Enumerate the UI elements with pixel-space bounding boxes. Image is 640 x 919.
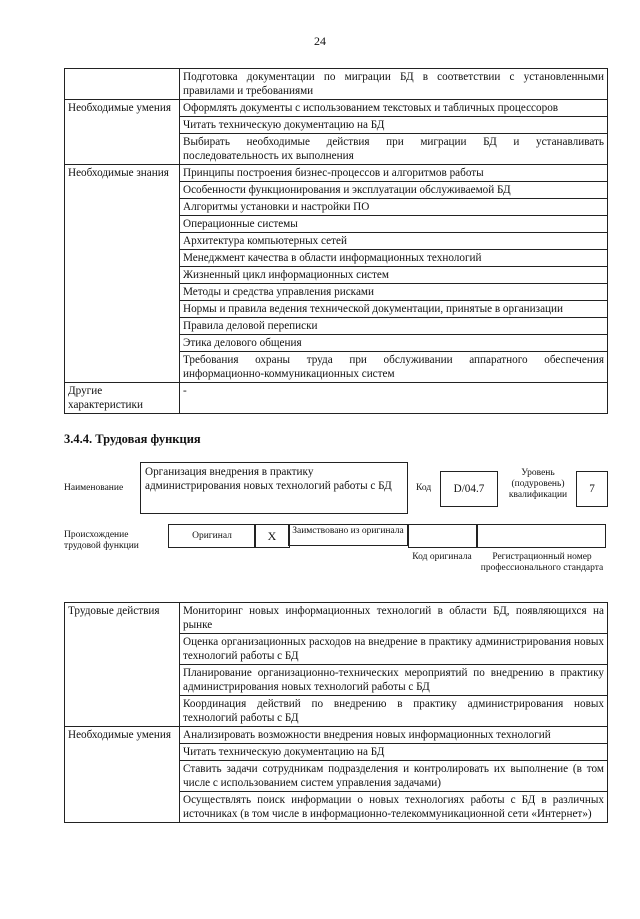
row-item: Оформлять документы с использованием текстовых и табличных процессоров xyxy=(180,100,608,117)
row-item: Подготовка документации по миграции БД в соответствии с установленными правилами и требованиями xyxy=(180,69,608,100)
original-cell xyxy=(168,524,256,548)
original-mark-cell xyxy=(254,524,290,548)
row-item: Мониторинг новых информационных технологий в области БД, появляющихся на рынке xyxy=(180,603,608,634)
row-item: - xyxy=(180,383,608,414)
table-row xyxy=(65,165,608,182)
row-label: Необходимые умения xyxy=(65,100,180,165)
row-item: Нормы и правила ведения технической документации, принятые в организации xyxy=(180,301,608,318)
row-item: Операционные системы xyxy=(180,216,608,233)
row-item: Координация действий по внедрению в практику администрирования новых технологий работы с БД xyxy=(180,696,608,727)
row-label: Необходимые умения xyxy=(65,727,180,823)
code-label: Код xyxy=(416,483,432,493)
row-item: Ставить задачи сотрудникам подразделения и контролировать их выполнение (в том числе с использованием систем управления задачами) xyxy=(180,761,608,792)
row-item: Менеджмент качества в области информационных технологий xyxy=(180,250,608,267)
row-item: Требования охраны труда при обслуживании аппаратного обеспечения информационно-коммуникационных систем xyxy=(180,352,608,383)
row-label xyxy=(65,69,180,100)
row-item: Планирование организационно-технических мероприятий по внедрению в практику администрирования новых технологий работы с БД xyxy=(180,665,608,696)
row-item: Методы и средства управления рисками xyxy=(180,284,608,301)
table-row xyxy=(65,69,608,100)
table-row xyxy=(65,603,608,634)
borrowed-label: Заимствовано из оригинала xyxy=(292,526,404,536)
requirements-table-continued xyxy=(64,68,608,414)
origin-row xyxy=(168,524,606,548)
reg-number-label: Регистрационный номер профессионального стандарта xyxy=(480,552,604,573)
code-original-label: Код оригинала xyxy=(412,552,472,562)
row-label: Необходимые знания xyxy=(65,165,180,383)
row-label: Другие характеристики xyxy=(65,383,180,414)
table-row xyxy=(65,100,608,117)
row-item: Принципы построения бизнес-процессов и алгоритмов работы xyxy=(180,165,608,182)
function-name: Организация внедрения в практику администрирования новых технологий работы с БД xyxy=(145,466,392,492)
original-mark: X xyxy=(267,529,277,543)
level-value: 7 xyxy=(589,483,595,495)
row-item: Этика делового общения xyxy=(180,335,608,352)
code-value-box xyxy=(440,471,498,507)
row-item: Читать техническую документацию на БД xyxy=(180,744,608,761)
table-row xyxy=(65,727,608,744)
row-item: Анализировать возможности внедрения новых информационных технологий xyxy=(180,727,608,744)
row-item: Оценка организационных расходов на внедрение в практику администрирования новых технологий работы с БД xyxy=(180,634,608,665)
row-item: Осуществлять поиск информации о новых технологиях работы с БД в различных источниках (в том числе в информационно-телекоммуникационной сети «Интернет») xyxy=(180,792,608,823)
original-label: Оригинал xyxy=(192,531,232,541)
row-item: Особенности функционирования и эксплуатации обслуживаемой БД xyxy=(180,182,608,199)
row-item: Выбирать необходимые действия при миграции БД и устанавливать последовательность их выполнения xyxy=(180,134,608,165)
labor-function-table xyxy=(64,602,608,823)
row-label: Трудовые действия xyxy=(65,603,180,727)
level-value-box xyxy=(576,471,608,507)
row-item: Читать техническую документацию на БД xyxy=(180,117,608,134)
row-item: Архитектура компьютерных сетей xyxy=(180,233,608,250)
row-item: Алгоритмы установки и настройки ПО xyxy=(180,199,608,216)
function-name-box xyxy=(140,462,408,514)
name-label: Наименование xyxy=(64,483,124,493)
level-label: Уровень (подуровень) квалификации xyxy=(508,468,568,500)
table-row xyxy=(65,383,608,414)
row-item: Жизненный цикл информационных систем xyxy=(180,267,608,284)
origin-label: Происхождение трудовой функции xyxy=(64,530,139,551)
reg-number-cell xyxy=(476,524,606,548)
row-item: Правила деловой переписки xyxy=(180,318,608,335)
page-number: 24 xyxy=(314,34,326,48)
section-title: 3.4.4. Трудовая функция xyxy=(64,432,201,446)
code-value: D/04.7 xyxy=(453,483,485,495)
borrowed-cell xyxy=(288,524,408,546)
code-original-cell xyxy=(408,524,478,548)
